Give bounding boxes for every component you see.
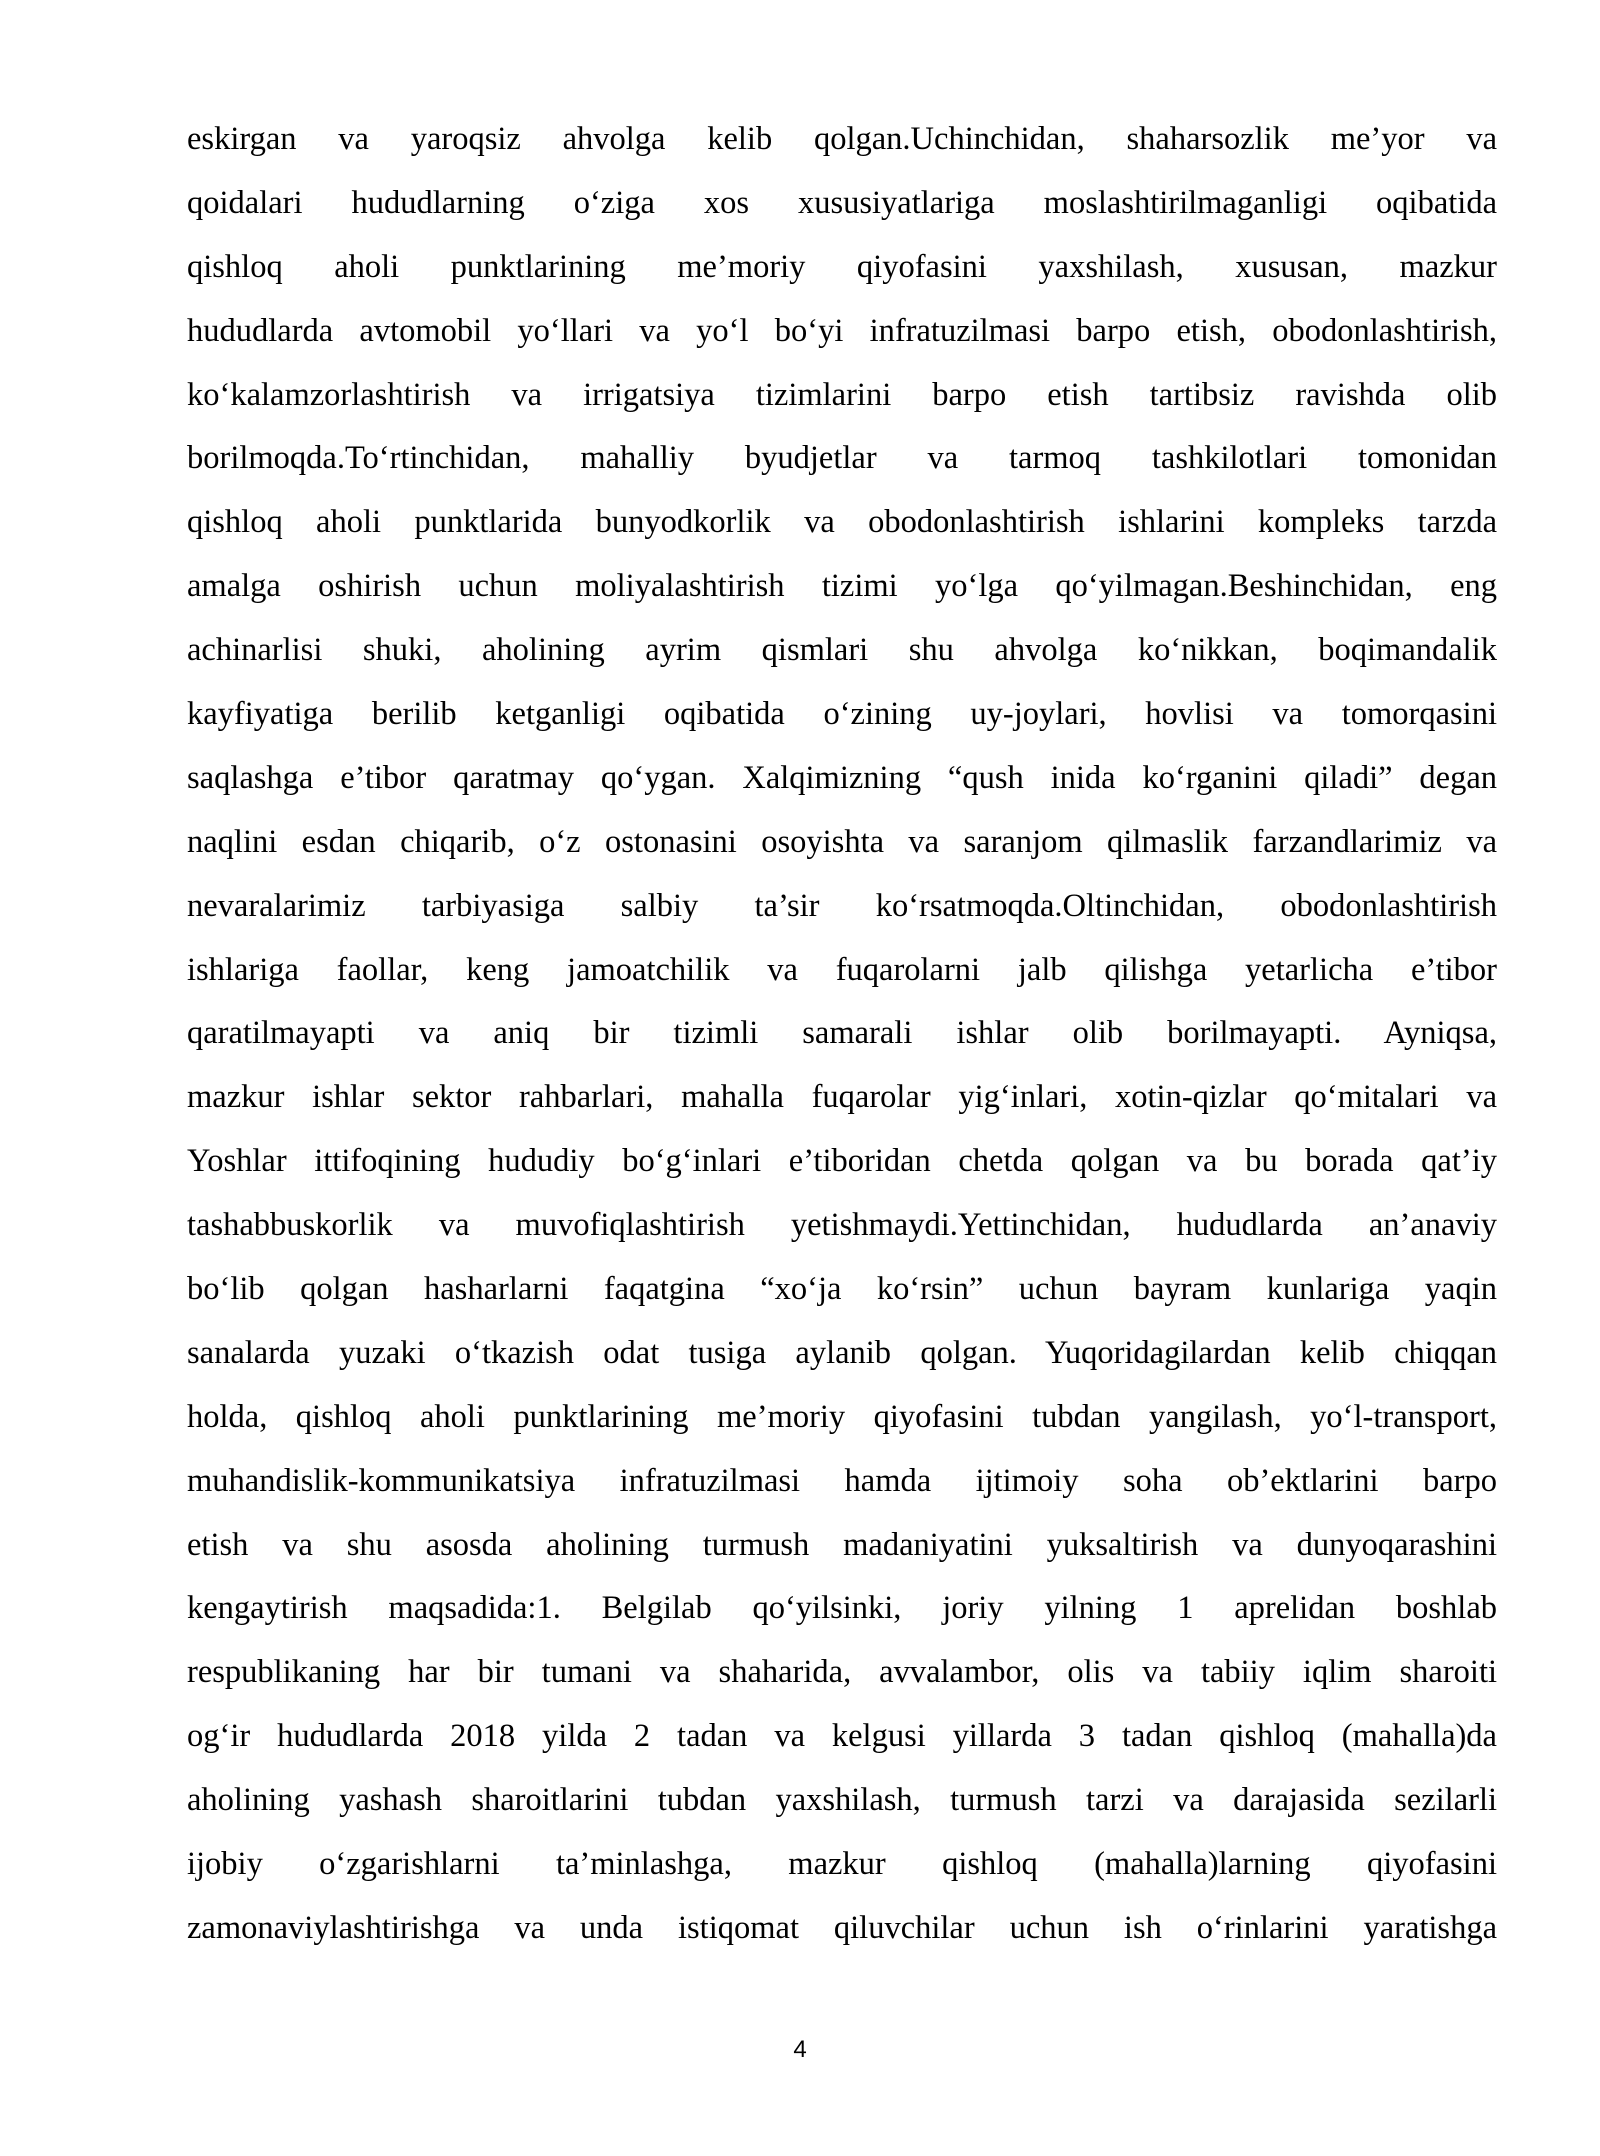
text-line: nevaralarimiz tarbiyasiga salbiy ta’sir ko‘rsatmoqda.Oltinchidan, obodonlashtirish [187, 887, 1497, 924]
text-line: etish va shu asosda aholining turmush madaniyatini yuksaltirish va dunyoqarashini [187, 1526, 1497, 1563]
text-line: zamonaviylashtirishga va unda istiqomat qiluvchilar uchun ish o‘rinlarini yaratishga [187, 1909, 1497, 1946]
text-line: achinarlisi shuki, aholining ayrim qismlari shu ahvolga ko‘nikkan, boqimandalik [187, 632, 1497, 669]
text-line: holda, qishloq aholi punktlarining me’moriy qiyofasini tubdan yangilash, yo‘l-transport, [187, 1398, 1497, 1435]
text-line: og‘ir hududlarda 2018 yilda 2 tadan va kelgusi yillarda 3 tadan qishloq (mahalla)da [187, 1718, 1497, 1755]
text-line: bo‘lib qolgan hasharlarni faqatgina “xo‘ja ko‘rsin” uchun bayram kunlariga yaqin [187, 1271, 1497, 1308]
text-line: kengaytirish maqsadida:1. Belgilab qo‘yilsinki, joriy yilning 1 aprelidan boshlab [187, 1590, 1497, 1627]
body-text [187, 108, 1497, 1961]
text-line: qaratilmayapti va aniq bir tizimli samarali ishlar olib borilmayapti. Ayniqsa, [187, 1015, 1497, 1052]
page-number: 4 [793, 2036, 807, 2063]
text-line: hududlarda avtomobil yo‘llari va yo‘l bo‘yi infratuzilmasi barpo etish, obodonlashtirish, [187, 312, 1497, 349]
text-line: saqlashga e’tibor qaratmay qo‘ygan. Xalqimizning “qush inida ko‘rganini qiladi” degan [187, 759, 1497, 796]
text-line: qishloq aholi punktlarida bunyodkorlik va obodonlashtirish ishlarini kompleks tarzda [187, 504, 1497, 541]
text-line: aholining yashash sharoitlarini tubdan yaxshilash, turmush tarzi va darajasida sezilarli [187, 1782, 1497, 1819]
text-line: Yoshlar ittifoqining hududiy bo‘g‘inlari e’tiboridan chetda qolgan va bu borada qat’iy [187, 1143, 1497, 1180]
text-line: qoidalari hududlarning o‘ziga xos xususiyatlariga moslashtirilmaganligi oqibatida [187, 184, 1497, 221]
text-line: qishloq aholi punktlarining me’moriy qiyofasini yaxshilash, xususan, mazkur [187, 248, 1497, 285]
text-line: mazkur ishlar sektor rahbarlari, mahalla fuqarolar yig‘inlari, xotin-qizlar qo‘mitalari va [187, 1079, 1497, 1116]
text-line: amalga oshirish uchun moliyalashtirish tizimi yo‘lga qo‘yilmagan.Beshinchidan, eng [187, 568, 1497, 605]
text-line: ijobiy o‘zgarishlarni ta’minlashga, mazkur qishloq (mahalla)larning qiyofasini [187, 1846, 1497, 1883]
text-line: ishlariga faollar, keng jamoatchilik va fuqarolarni jalb qilishga yetarlicha e’tibor [187, 951, 1497, 988]
text-line: sanalarda yuzaki o‘tkazish odat tusiga aylanib qolgan. Yuqoridagilardan kelib chiqqan [187, 1334, 1497, 1371]
text-line: eskirgan va yaroqsiz ahvolga kelib qolgan.Uchinchidan, shaharsozlik me’yor va [187, 121, 1497, 157]
text-line: naqlini esdan chiqarib, o‘z ostonasini osoyishta va saranjom qilmaslik farzandlarimiz va [187, 823, 1497, 860]
text-line: tashabbuskorlik va muvofiqlashtirish yetishmaydi.Yettinchidan, hududlarda an’anaviy [187, 1207, 1497, 1244]
text-line: ko‘kalamzorlashtirish va irrigatsiya tizimlarini barpo etish tartibsiz ravishda olib [187, 376, 1497, 413]
text-line: borilmoqda.To‘rtinchidan, mahalliy byudjetlar va tarmoq tashkilotlari tomonidan [187, 440, 1497, 477]
text-line: kayfiyatiga berilib ketganligi oqibatida o‘zining uy-joylari, hovlisi va tomorqasini [187, 696, 1497, 733]
text-line: respublikaning har bir tumani va shaharida, avvalambor, olis va tabiiy iqlim sharoiti [187, 1654, 1497, 1691]
text-line: muhandislik-kommunikatsiya infratuzilmasi hamda ijtimoiy soha ob’ektlarini barpo [187, 1462, 1497, 1499]
